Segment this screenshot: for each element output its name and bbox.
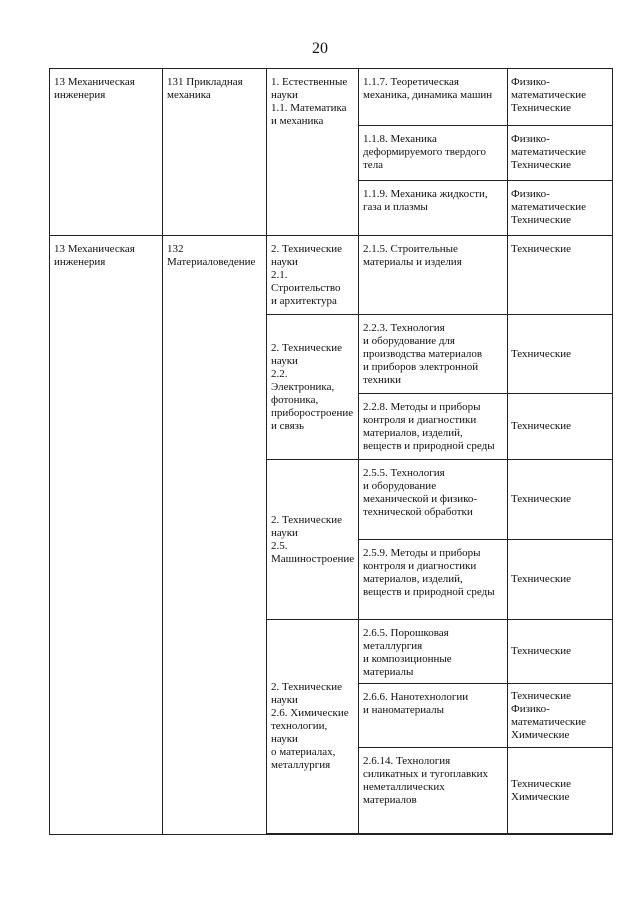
science-area-cell: 2. Технические науки 2.1. Строительство и архитектура (267, 236, 359, 315)
specialty-cell: 131 Прикладная механика (163, 69, 267, 236)
scientific-specialty-cell: 1.1.8. Механика деформируемого твердого тела (359, 126, 508, 181)
table-cell-empty (267, 834, 359, 835)
science-branch-cell: Технические (508, 540, 613, 620)
table-row (50, 236, 613, 315)
science-branch-cell: Физико- математические Технические (508, 126, 613, 181)
science-branch-cell: Физико- математические Технические (508, 69, 613, 126)
scientific-specialty-cell: 2.1.5. Строительные материалы и изделия (359, 236, 508, 315)
field-cell: 13 Механическая инженерия (50, 236, 163, 835)
table-cell-empty (508, 834, 613, 835)
field-cell: 13 Механическая инженерия (50, 69, 163, 236)
table-row (50, 69, 613, 126)
science-branch-cell: Технические (508, 315, 613, 394)
specialties-table (49, 68, 613, 835)
science-branch-cell: Технические Химические (508, 748, 613, 834)
science-branch-cell: Физико- математические Технические (508, 181, 613, 236)
science-branch-cell: Технические (508, 236, 613, 315)
scientific-specialty-cell: 2.6.5. Порошковая металлургия и композиционные материалы (359, 620, 508, 684)
scientific-specialty-cell: 2.2.8. Методы и приборы контроля и диагностики материалов, изделий, веществ и природной среды (359, 394, 508, 460)
scientific-specialty-cell: 2.6.6. Нанотехнологии и наноматериалы (359, 684, 508, 748)
science-area-cell: 2. Технические науки 2.5. Машиностроение (267, 460, 359, 620)
scientific-specialty-cell: 2.5.5. Технология и оборудование механической и физико- технической обработки (359, 460, 508, 540)
scientific-specialty-cell: 1.1.7. Теоретическая механика, динамика машин (359, 69, 508, 126)
science-branch-cell: Технические (508, 460, 613, 540)
specialty-cell: 132 Материаловедение (163, 236, 267, 835)
science-area-cell: 1. Естественные науки 1.1. Математика и механика (267, 69, 359, 236)
scientific-specialty-cell: 2.6.14. Технология силикатных и тугоплавких неметаллических материалов (359, 748, 508, 834)
science-area-cell: 2. Технические науки 2.6. Химические технологии, науки о материалах, металлургия (267, 620, 359, 834)
science-branch-cell: Технические Физико- математические Химические (508, 684, 613, 748)
science-branch-cell: Технические (508, 620, 613, 684)
table-cell-empty (359, 834, 508, 835)
scientific-specialty-cell: 1.1.9. Механика жидкости, газа и плазмы (359, 181, 508, 236)
scientific-specialty-cell: 2.2.3. Технология и оборудование для производства материалов и приборов электронной техники (359, 315, 508, 394)
science-area-cell: 2. Технические науки 2.2. Электроника, фотоника, приборостроение и связь (267, 315, 359, 460)
science-branch-cell: Технические (508, 394, 613, 460)
scientific-specialty-cell: 2.5.9. Методы и приборы контроля и диагностики материалов, изделий, веществ и природной среды (359, 540, 508, 620)
page-number: 20 (312, 40, 328, 57)
